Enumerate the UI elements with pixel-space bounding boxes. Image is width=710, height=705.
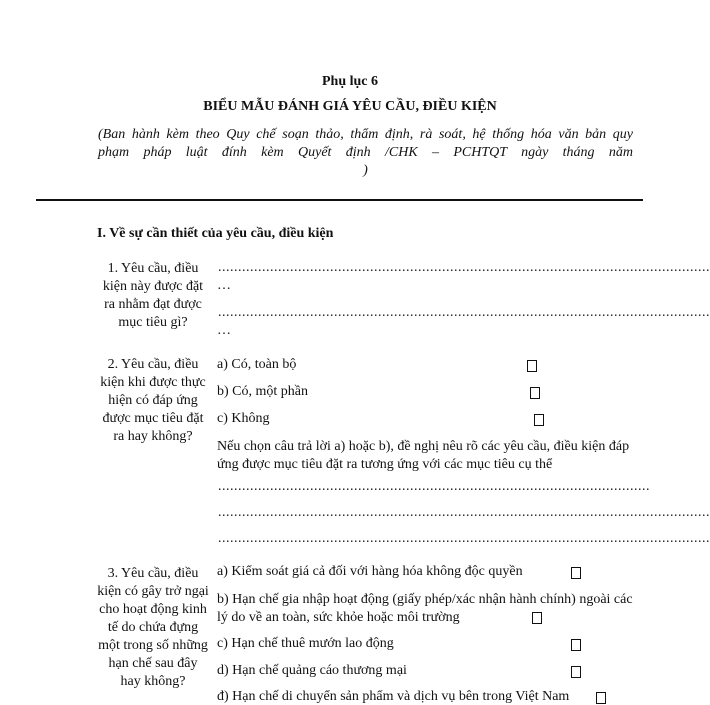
answer-line[interactable]: ........................................................................................................................... [218,305,710,320]
option-c: c) Hạn chế thuê mướn lao động [217,636,394,651]
checkbox-icon[interactable] [527,360,537,372]
question-2-label: 2. Yêu cầu, điều kiện khi được thực hiện có đáp ứng được mục tiêu đặt ra hay không? [100,357,206,444]
option-c: c) Không [217,411,270,426]
option-b: b) Có, một phần [217,384,308,399]
answer-line-continuation: … [217,278,231,293]
option-a: a) Kiểm soát giá cả đối với hàng hóa không độc quyền [217,564,523,579]
checkbox-icon[interactable] [534,414,544,426]
checkbox-icon[interactable] [532,612,542,624]
instruction-note: Nếu chọn câu trả lời a) hoặc b), đề nghị nêu rõ các yêu cầu, điều kiện đáp ứng được mục tiêu đặt ra tương ứng với các mục tiêu cụ thể [217,439,630,472]
answer-line[interactable]: ............................................................................................................ [218,479,650,494]
appendix-number: Phụ lục 6 [321,74,378,89]
checkbox-icon[interactable] [571,567,581,579]
option-b: b) Hạn chế gia nhập hoạt động (giấy phép/xác nhận hành chính) ngoài các lý do về an toàn, sức khỏe hoặc môi trường [217,592,633,625]
subtitle-line-3: ) [363,163,368,178]
section-heading: I. Về sự cần thiết của yêu cầu, điều kiện [97,226,334,241]
answer-line-continuation: … [217,323,231,338]
checkbox-icon[interactable] [530,387,540,399]
option-a: a) Có, toàn bộ [217,357,297,372]
question-3-label: 3. Yêu cầu, điều kiện có gây trở ngại cho hoạt động kinh tế do chứa đựng một trong số những hạn chế sau đây hay không? [97,566,209,689]
answer-line[interactable]: ........................................................................................................................... [218,531,710,546]
answer-line[interactable]: ........................................................................................................................... [218,260,710,275]
subtitle-line-1: (Ban hành kèm theo Quy chế soạn thảo, thẩm định, rà soát, hệ thống hóa văn bản quy [98,127,633,142]
option-e: đ) Hạn chế di chuyển sản phẩm và dịch vụ bên trong Việt Nam [217,689,570,704]
checkbox-icon[interactable] [571,666,581,678]
question-1-label: 1. Yêu cầu, điều kiện này được đặt ra nhằm đạt được mục tiêu gì? [102,261,204,330]
horizontal-rule [36,199,643,201]
checkbox-icon[interactable] [596,692,606,704]
checkbox-icon[interactable] [571,639,581,651]
subtitle-line-2: phạm pháp luật đính kèm Quyết định /CHK – PCHTQT ngày tháng năm [98,145,633,160]
answer-line[interactable]: ........................................................................................................................... [218,505,710,520]
form-title: BIỂU MẪU ĐÁNH GIÁ YÊU CẦU, ĐIỀU KIỆN [203,99,497,114]
option-d: d) Hạn chế quảng cáo thương mại [217,663,407,678]
